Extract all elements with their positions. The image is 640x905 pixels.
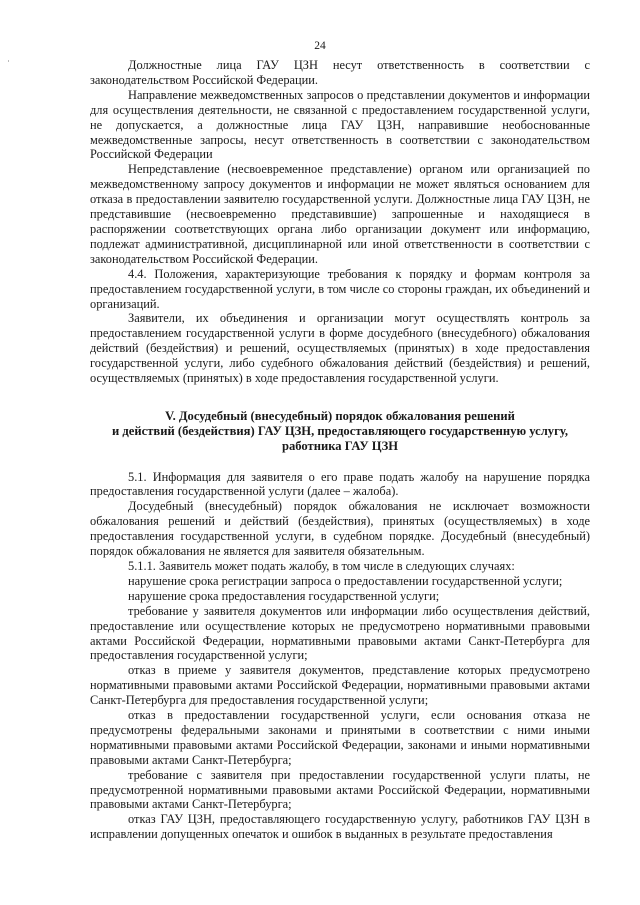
paragraph: 5.1. Информация для заявителя о его праве подать жалобу на нарушение порядка предоставления государственной услуги (далее – жалоба). xyxy=(90,469,590,499)
section-heading-line: и действий (бездействия) ГАУ ЦЗН, предоставляющего государственную услугу, xyxy=(112,424,568,439)
paragraph: 5.1.1. Заявитель может подать жалобу, в том числе в следующих случаях: xyxy=(128,558,515,573)
scan-margin-mark xyxy=(8,60,9,62)
paragraph: Направление межведомственных запросов о представлении документов и информации для осуществления деятельности, не связанной с предоставлением государственной услуги, не допускается, а должностные лица ГАУ ЦЗН, направившие необоснованные межведомственные запросы, несут ответственность в соответствии с законодательством Российской Федерации xyxy=(90,87,590,162)
list-item: нарушение срока предоставления государственной услуги; xyxy=(128,588,440,603)
section-heading-line: работника ГАУ ЦЗН xyxy=(281,439,399,454)
document-body xyxy=(90,58,590,842)
section-heading-line: V. Досудебный (внесудебный) порядок обжалования решений xyxy=(165,408,515,423)
list-item: требование с заявителя при предоставлении государственной услуги платы, не предусмотренной нормативными правовыми актами Российской Федерации, нормативными правовыми актами Санкт-Петербурга; xyxy=(90,767,590,812)
paragraph: 4.4. Положения, характеризующие требования к порядку и формам контроля за предоставлением государственной услуги, в том числе со стороны граждан, их объединений и организаций. xyxy=(90,266,590,311)
list-item: отказ в предоставлении государственной услуги, если основания отказа не предусмотрены федеральными законами и принятыми в соответствии с ними иными нормативными правовыми актами Российской Федерации, законами и иными нормативными правовыми актами Санкт-Петербурга; xyxy=(90,708,590,767)
paragraph: Досудебный (внесудебный) порядок обжалования не исключает возможности обжалования решений и действий (бездействия), принятых (осуществляемых) в ходе предоставления государственной услуги, в судебном порядке. Досудебный (внесудебный) порядок обжалования не является для заявителя обязательным. xyxy=(90,499,590,559)
list-item: требование у заявителя документов или информации либо осуществления действий, предоставление или осуществление которых не предусмотрено нормативными правовыми актами Российской Федерации, нормативными правовыми актами Санкт-Петербурга для предоставления государственной услуги; xyxy=(90,603,590,663)
list-item: отказ ГАУ ЦЗН, предоставляющего государственную услугу, работников ГАУ ЦЗН в исправлении допущенных опечаток и ошибок в выданных в результате предоставления xyxy=(90,812,590,842)
paragraph: Заявители, их объединения и организации могут осуществлять контроль за предоставлением государственной услуги в форме досудебного (внесудебного) обжалования действий (бездействия) и решений, осуществляемых (принятых) в ходе предоставления государственной услуги, либо судебного обжалования действий (бездействия) и решений, осуществляемых (принятых) в ходе предоставления государственной услуги. xyxy=(90,311,590,386)
section-heading xyxy=(90,409,590,455)
page-number: 24 xyxy=(314,40,326,52)
paragraph: Должностные лица ГАУ ЦЗН несут ответственность в соответствии с законодательством Российской Федерации. xyxy=(90,58,590,87)
list-item: отказ в приеме у заявителя документов, представление которых предусмотрено нормативными правовыми актами Российской Федерации, нормативными правовыми актами Санкт-Петербурга для предоставления государственной услуги; xyxy=(90,663,590,708)
paragraph: Непредставление (несвоевременное представление) органом или организацией по межведомственному запросу документов и информации не может являться основанием для отказа в предоставлении заявителю государственной услуги. Должностные лица ГАУ ЦЗН, не представившие (несвоевременно представившие) запрошенные и находящиеся в распоряжении соответствующих органа либо организации документ или информацию, подлежат административной, дисциплинарной или иной ответственности в соответствии с законодательством Российской Федерации. xyxy=(90,162,590,266)
list-item: нарушение срока регистрации запроса о предоставлении государственной услуги; xyxy=(128,573,563,588)
